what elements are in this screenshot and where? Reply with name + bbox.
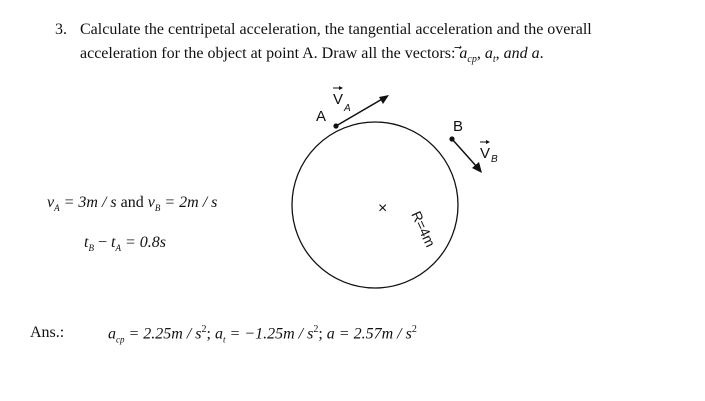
point-b-label: B: [453, 118, 464, 135]
velocity-b-subscript: B: [491, 154, 498, 165]
point-a-label: A: [316, 108, 327, 125]
vector-acp: $a_{cp}$: [459, 45, 477, 66]
velocity-b-arrow: [452, 139, 477, 167]
velocity-b-symbol: V: [480, 145, 491, 162]
velocity-b-vector-bar-head: [486, 140, 490, 144]
velocity-a-symbol: V: [333, 91, 344, 108]
problem-text-line-2: acceleration for the object at point A. Draw all the vectors: $a_{cp}$, $a_t$, and a.: [80, 45, 544, 66]
velocity-a-subscript: A: [344, 103, 351, 114]
answer-label: Ans.:: [30, 324, 65, 341]
problem-text-line-1: Calculate the centripetal acceleration, the tangential acceleration and the overall: [80, 21, 592, 38]
radius-label: R=4m: [408, 208, 439, 250]
center-mark: ×: [378, 200, 388, 217]
answer-values: $a_{cp} = 2.25m / s^2$; $a_t = -1.25m / s^2$; $a = 2.57m / s^2$: [108, 324, 417, 345]
given-time-interval: $t_B - t_A = 0.8s$: [84, 234, 166, 254]
problem-number: 3.: [55, 21, 67, 38]
conjunction-and: and: [503, 45, 528, 62]
velocity-a-arrowhead: [379, 95, 389, 104]
velocity-a-vector-bar-head: [339, 86, 343, 90]
problem-text-line-2-main: acceleration for the object at point A. Draw all the vectors:: [80, 45, 456, 62]
given-speeds: $v_A = 3m / s$ and $v_B = 2m / s$: [47, 194, 218, 214]
vector-at: $a_t$: [484, 45, 496, 66]
vector-a: a: [531, 45, 540, 62]
circular-path: [292, 122, 458, 288]
